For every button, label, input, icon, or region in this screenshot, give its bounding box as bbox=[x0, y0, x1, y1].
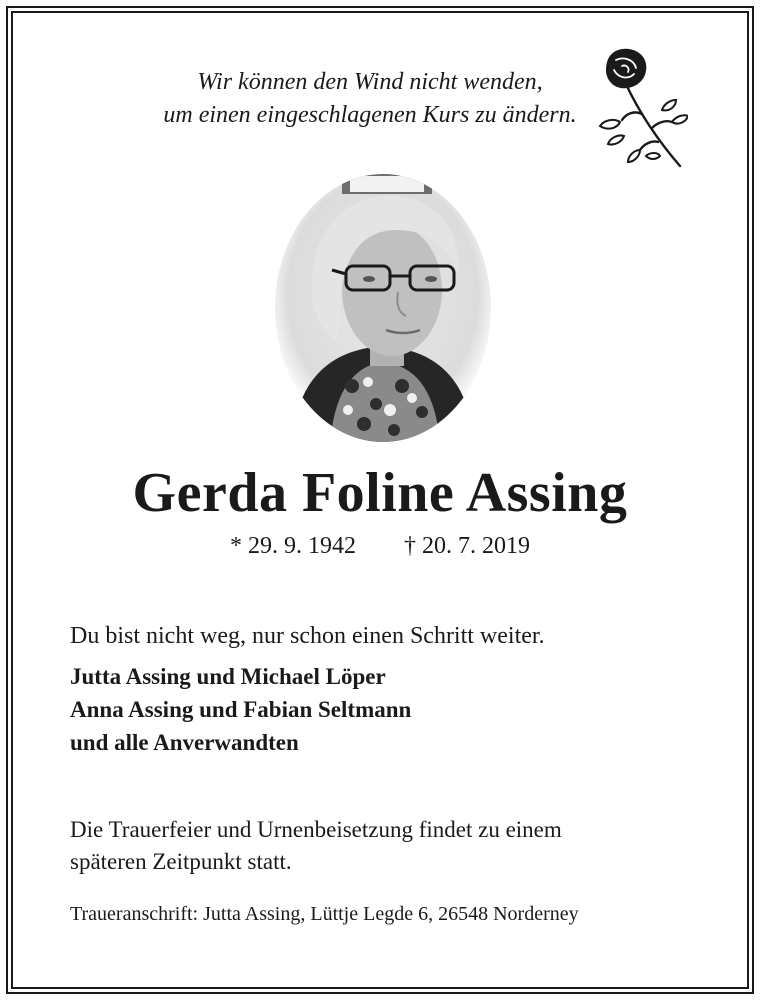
rose-icon bbox=[596, 44, 688, 172]
opening-quote bbox=[130, 66, 610, 132]
mourners-list bbox=[70, 660, 710, 759]
ceremony-notice bbox=[70, 814, 710, 878]
farewell-saying bbox=[70, 620, 710, 652]
life-dates bbox=[0, 530, 760, 562]
mourner-line: Jutta Assing und Michael Löper bbox=[70, 664, 386, 689]
ceremony-line-1: Die Trauerfeier und Urnenbeisetzung findet zu einem bbox=[70, 817, 562, 842]
deceased-name: Gerda Foline Assing bbox=[132, 462, 628, 524]
saying-line: Du bist nicht weg, nur schon einen Schritt weiter. bbox=[70, 623, 545, 649]
death-date: † 20. 7. 2019 bbox=[404, 533, 530, 559]
quote-line-1: Wir können den Wind nicht wenden, bbox=[197, 69, 543, 95]
quote-line-2: um einen eingeschlagenen Kurs zu ändern. bbox=[163, 102, 577, 128]
portrait-photo bbox=[272, 172, 494, 444]
mourner-line: Anna Assing und Fabian Seltmann bbox=[70, 697, 412, 722]
birth-date: * 29. 9. 1942 bbox=[230, 533, 356, 559]
ceremony-line-2: späteren Zeitpunkt statt. bbox=[70, 849, 292, 874]
mourning-address: Traueranschrift: Jutta Assing, Lüttje Legde 6, 26548 Norderney bbox=[70, 903, 579, 925]
mourner-line: und alle Anverwandten bbox=[70, 730, 299, 755]
